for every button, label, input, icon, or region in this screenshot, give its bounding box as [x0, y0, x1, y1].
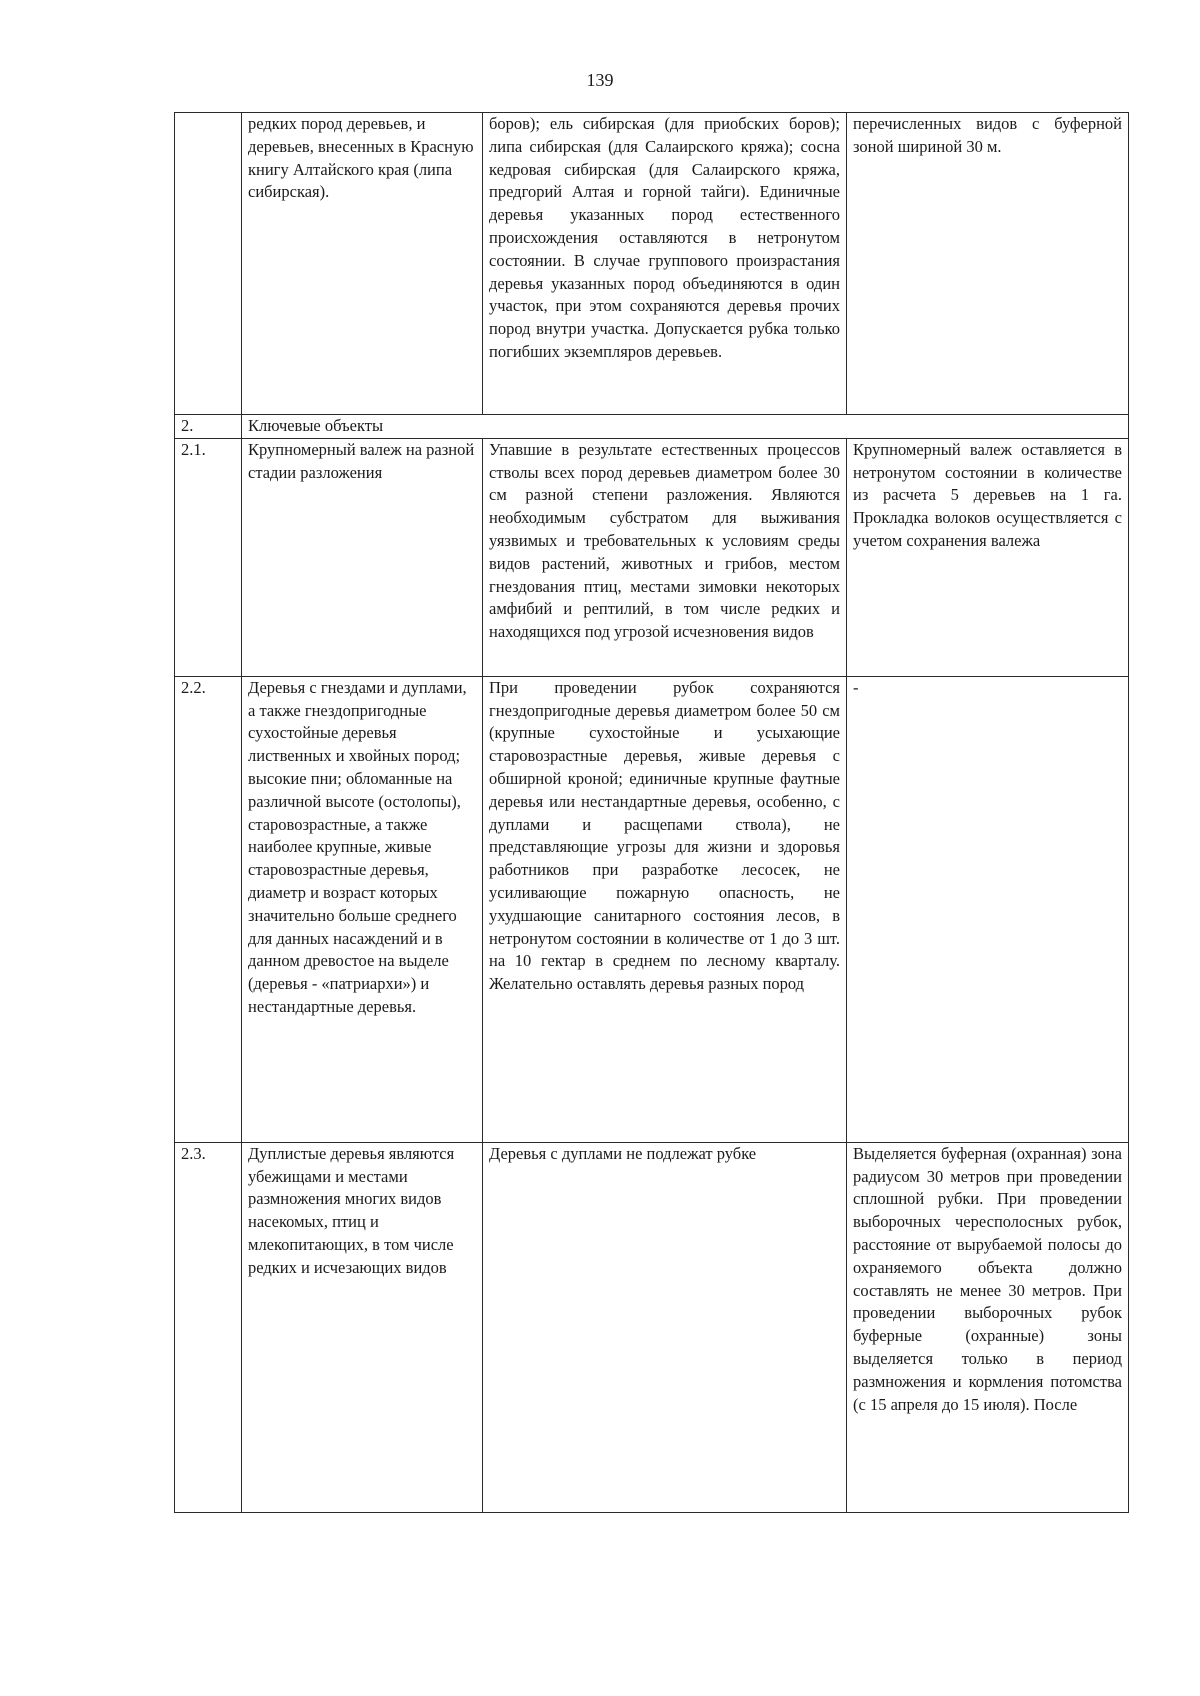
- page-number: 139: [586, 70, 614, 90]
- protected-objects-table: [174, 112, 1129, 1513]
- measures-cell: перечисленных видов с буферной зоной шириной 30 м.: [847, 113, 1129, 415]
- row-number: 2.3.: [175, 1142, 242, 1512]
- object-cell: Дуплистые деревья являются убежищами и местами размножения многих видов насекомых, птиц и млекопитающих, в том числе редких и исчезающих видов: [242, 1142, 483, 1512]
- row-number: 2.: [175, 415, 242, 439]
- row-number: 2.2.: [175, 676, 242, 1142]
- description-cell: При проведении рубок сохраняются гнездопригодные деревья диаметром более 50 см (крупные сухостойные и усыхающие старовозрастные деревья, живые деревья с обширной кроной; единичные крупные фаутные деревья или нестандартные деревья, особенно, с дуплами и расщепами ствола), не представляющие угрозы для жизни и здоровья работников при разработке лесосек, не усиливающие пожарную опасность, не ухудшающие санитарного состояния лесов, в нетронутом состоянии в количестве от 1 до 3 шт. на 10 гектар в среднем по лесному кварталу. Желательно оставлять деревья разных пород: [483, 676, 847, 1142]
- table-row: [175, 113, 1129, 415]
- measures-cell: Крупномерный валеж оставляется в нетронутом состоянии в количестве из расчета 5 деревьев на 1 га. Прокладка волоков осуществляется с учетом сохранения валежа: [847, 438, 1129, 676]
- table-row: [175, 676, 1129, 1142]
- row-number: [175, 113, 242, 415]
- measures-cell: -: [847, 676, 1129, 1142]
- description-cell: боров); ель сибирская (для приобских боров); липа сибирская (для Салаирского кряжа); сосна кедровая сибирская (для Салаирского кряжа, предгорий Алтая и горной тайги). Единичные деревья указанных пород естественного происхождения оставляются в нетронутом состоянии. В случае группового произрастания деревья указанных пород объединяются в один участок, при этом сохраняются деревья прочих пород внутри участка. Допускается рубка только погибших экземпляров деревьев.: [483, 113, 847, 415]
- table-row: [175, 438, 1129, 676]
- object-cell: редких пород деревьев, и деревьев, внесенных в Красную книгу Алтайского края (липа сибирская).: [242, 113, 483, 415]
- description-cell: Упавшие в результате естественных процессов стволы всех пород деревьев диаметром более 30 см разной степени разложения. Являются необходимым субстратом для выживания уязвимых и требовательных к условиям среды видов растений, животных и грибов, местом гнездования птиц, местами зимовки некоторых амфибий и рептилий, в том числе редких и находящихся под угрозой исчезновения видов: [483, 438, 847, 676]
- object-cell: Деревья с гнездами и дуплами, а также гнездопригодные сухостойные деревья лиственных и хвойных пород; высокие пни; обломанные на различной высоте (остолопы), старовозрастные, а также наиболее крупные, живые старовозрастные деревья, диаметр и возраст которых значительно больше среднего для данных насаждений и в данном древостое на выделе (деревья - «патриархи») и нестандартные деревья.: [242, 676, 483, 1142]
- section-title: Ключевые объекты: [242, 415, 1129, 439]
- object-cell: Крупномерный валеж на разной стадии разложения: [242, 438, 483, 676]
- measures-cell: Выделяется буферная (охранная) зона радиусом 30 метров при проведении сплошной рубки. При проведении выборочных чересполосных рубок, расстояние от вырубаемой полосы до охраняемого объекта должно составлять не менее 30 метров. При проведении выборочных рубок буферные (охранные) зоны выделяется только в период размножения и кормления потомства (с 15 апреля до 15 июля). После: [847, 1142, 1129, 1512]
- table-row: [175, 1142, 1129, 1512]
- description-cell: Деревья с дуплами не подлежат рубке: [483, 1142, 847, 1512]
- row-number: 2.1.: [175, 438, 242, 676]
- section-row: [175, 415, 1129, 439]
